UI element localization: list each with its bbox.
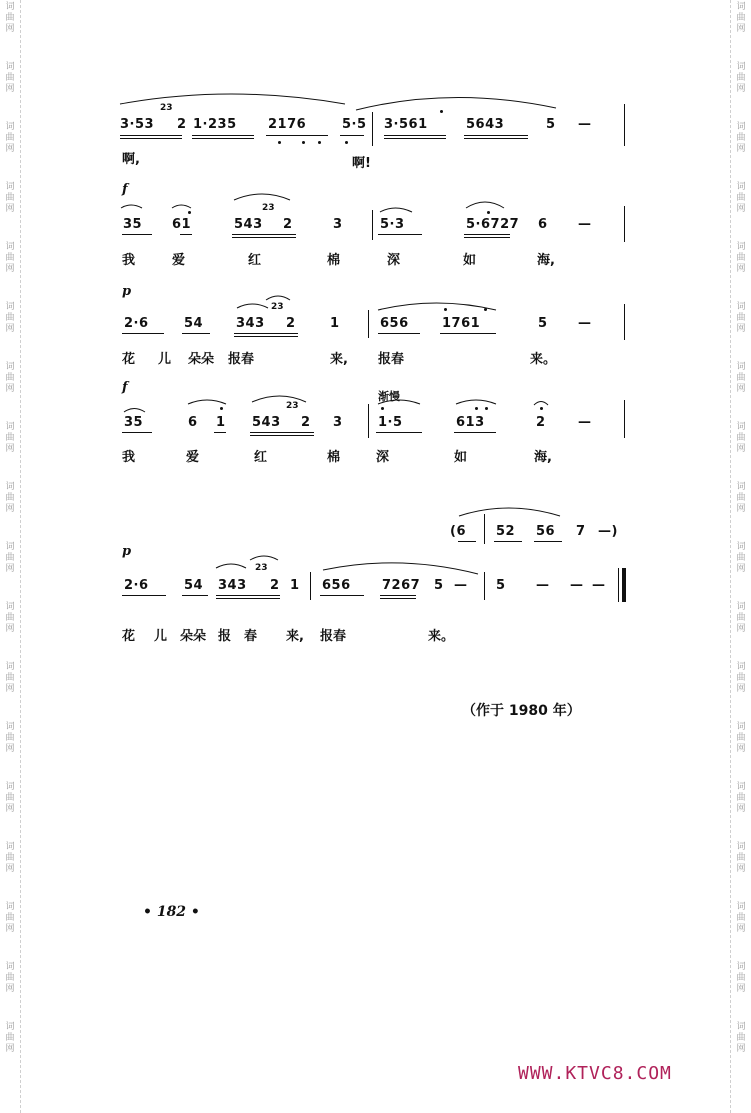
beam [378, 234, 422, 235]
lyric: 红 [254, 450, 268, 465]
beam [180, 234, 192, 235]
beam [454, 432, 496, 433]
intro-note: (6 [450, 524, 466, 539]
lyric: 报春 [228, 352, 255, 367]
lyric: 花 [122, 629, 136, 644]
note-group: 343 [218, 578, 247, 593]
note-group: 1 [330, 316, 340, 331]
intro-note: 52 [496, 524, 516, 539]
lyric: 来。 [428, 629, 455, 644]
lyric: 爱 [186, 450, 200, 465]
note-group: 2 [283, 217, 293, 232]
lyric: 爱 [172, 253, 186, 268]
watermark-glyphs: 词 曲 网 [5, 422, 15, 454]
beam [494, 541, 522, 542]
note-group: 7267 [382, 578, 421, 593]
site-watermark: WWW.KTVC8.COM [518, 1063, 672, 1084]
lyric: 报春 [378, 352, 405, 367]
beam [250, 432, 314, 433]
watermark-glyphs: 词 曲 网 [736, 422, 746, 454]
lyric: 棉 [327, 450, 341, 465]
note-group: 35 [123, 217, 143, 232]
watermark-glyphs: 词 曲 网 [736, 482, 746, 514]
lyric: 花 [122, 352, 136, 367]
grace-notes: 23 [255, 563, 268, 573]
beam [122, 234, 152, 235]
watermark-glyphs: 词 曲 网 [5, 242, 15, 274]
lyric: 我 [122, 450, 136, 465]
watermark-glyphs: 词 曲 网 [5, 662, 15, 694]
note-group: 656 [322, 578, 351, 593]
barline [368, 310, 369, 338]
beam [464, 234, 510, 235]
note-group: 343 [236, 316, 265, 331]
note-group: 5 [546, 117, 556, 132]
note-group: — [570, 578, 584, 593]
note-group: 2 [177, 117, 187, 132]
lyric: 啊, [122, 152, 140, 167]
note-group: 54 [184, 316, 204, 331]
note-group: 6 [538, 217, 548, 232]
grace-notes: 23 [271, 302, 284, 312]
lyric: 我 [122, 253, 136, 268]
watermark-glyphs: 词 曲 网 [736, 302, 746, 334]
note-group: 2 [536, 415, 546, 430]
watermark-glyphs: 词 曲 网 [736, 542, 746, 574]
note-group: 5·5 [342, 117, 367, 132]
watermark-glyphs: 词 曲 网 [5, 722, 15, 754]
note-group: 2·6 [124, 316, 149, 331]
dynamic-mark: p [122, 284, 132, 299]
note-group: 1·235 [193, 117, 237, 132]
note-group: 3·561 [384, 117, 428, 132]
intro-note: 7 [576, 524, 586, 539]
note-group: 54 [184, 578, 204, 593]
lyric: 儿 [154, 629, 168, 644]
watermark-glyphs: 词 曲 网 [736, 122, 746, 154]
watermark-glyphs: 词 曲 网 [5, 842, 15, 874]
beam [534, 541, 562, 542]
note-group: 2 [270, 578, 280, 593]
tempo-marking: 渐慢 [378, 390, 400, 403]
note-group: 3 [333, 415, 343, 430]
beam [122, 432, 152, 433]
watermark-glyphs: 词 曲 网 [736, 722, 746, 754]
barline [368, 404, 369, 438]
lyric: 啊! [352, 156, 371, 171]
note-group: — [592, 578, 606, 593]
beam [384, 138, 446, 139]
watermark-glyphs: 词 曲 网 [5, 482, 15, 514]
watermark-glyphs: 词 曲 网 [736, 62, 746, 94]
watermark-glyphs: 词 曲 网 [5, 542, 15, 574]
dynamic-mark: p [122, 544, 132, 559]
final-barline-thin [618, 568, 619, 602]
note-group: — [578, 316, 592, 331]
beam [216, 595, 280, 596]
watermark-glyphs: 词 曲 网 [736, 362, 746, 394]
note-group: 5 [496, 578, 506, 593]
beam [234, 333, 298, 334]
watermark-glyphs: 词 曲 网 [736, 782, 746, 814]
lyric: 儿 [158, 352, 172, 367]
beam [464, 237, 510, 238]
watermark-glyphs: 词 曲 网 [736, 2, 746, 34]
beam [380, 595, 416, 596]
lyric: 棉 [327, 253, 341, 268]
note-group: 1761 [442, 316, 481, 331]
watermark-glyphs: 词 曲 网 [5, 962, 15, 994]
note-group: 2·6 [124, 578, 149, 593]
note-group: 543 [252, 415, 281, 430]
watermark-glyphs: 词 曲 网 [736, 602, 746, 634]
watermark-glyphs: 词 曲 网 [736, 962, 746, 994]
dynamic-mark: f [122, 182, 128, 197]
beam [320, 595, 364, 596]
note-group: 5 [434, 578, 444, 593]
barline [624, 400, 625, 438]
beam [214, 432, 226, 433]
lyric: 来。 [530, 352, 557, 367]
watermark-glyphs: 词 曲 网 [5, 902, 15, 934]
watermark-glyphs: 词 曲 网 [5, 2, 15, 34]
note-group: 5643 [466, 117, 505, 132]
beam [232, 234, 296, 235]
watermark-glyphs: 词 曲 网 [5, 782, 15, 814]
note-group: 2 [286, 316, 296, 331]
lyric: 来, [330, 352, 348, 367]
beam [182, 333, 210, 334]
lyric: 朵朵 [180, 629, 207, 644]
intro-note: —) [598, 524, 618, 539]
watermark-glyphs: 词 曲 网 [736, 902, 746, 934]
beam [192, 138, 254, 139]
lyric: 朵朵 [188, 352, 215, 367]
note-group: 613 [456, 415, 485, 430]
watermark-glyphs: 词 曲 网 [5, 302, 15, 334]
lyric: 海, [537, 253, 555, 268]
beam [192, 135, 254, 136]
barline [624, 206, 625, 242]
barline [484, 514, 485, 544]
barline [484, 572, 485, 600]
watermark-glyphs: 词 曲 网 [736, 1022, 746, 1054]
note-group: 1 [216, 415, 226, 430]
note-group: 5 [538, 316, 548, 331]
beam [182, 595, 208, 596]
beam [120, 135, 182, 136]
dynamic-mark: f [122, 380, 128, 395]
note-group: 3·53 [120, 117, 155, 132]
grace-notes: 23 [160, 103, 173, 113]
beam [458, 541, 476, 542]
note-group: 6 [188, 415, 198, 430]
final-barline-thick [622, 568, 626, 602]
composition-date: （作于 1980 年） [462, 703, 581, 719]
beam [122, 595, 166, 596]
watermark-glyphs: 词 曲 网 [736, 242, 746, 274]
barline [624, 304, 625, 340]
beam [340, 135, 364, 136]
watermark-glyphs: 词 曲 网 [5, 602, 15, 634]
beam [440, 333, 496, 334]
watermark-glyphs: 词 曲 网 [736, 842, 746, 874]
lyric: 如 [463, 253, 477, 268]
lyric: 海, [534, 450, 552, 465]
note-group: 35 [124, 415, 144, 430]
beam [380, 598, 416, 599]
barline [372, 112, 373, 146]
beam [250, 435, 314, 436]
grace-notes: 23 [286, 401, 299, 411]
beam [232, 237, 296, 238]
grace-notes: 23 [262, 203, 275, 213]
watermark-glyphs: 词 曲 网 [5, 182, 15, 214]
lyric: 深 [376, 450, 390, 465]
barline [372, 210, 373, 240]
beam [378, 333, 420, 334]
watermark-glyphs: 词 曲 网 [736, 662, 746, 694]
note-group: — [578, 415, 592, 430]
beam [464, 135, 528, 136]
note-group: 2176 [268, 117, 307, 132]
note-group: — [536, 578, 550, 593]
note-group: 1·5 [378, 415, 403, 430]
beam [234, 336, 298, 337]
beam [376, 432, 422, 433]
watermark-glyphs: 词 曲 网 [5, 62, 15, 94]
lyric: 报 [218, 629, 232, 644]
lyric: 深 [387, 253, 401, 268]
note-group: 656 [380, 316, 409, 331]
note-group: 2 [301, 415, 311, 430]
beam [384, 135, 446, 136]
barline [624, 104, 625, 146]
lyric: 来, [286, 629, 304, 644]
page-number: • 182 • [143, 904, 200, 920]
note-group: 61 [172, 217, 192, 232]
note-group: — [454, 578, 468, 593]
lyric: 报春 [320, 629, 347, 644]
watermark-glyphs: 词 曲 网 [5, 1022, 15, 1054]
beam [266, 135, 328, 136]
lyric: 春 [244, 629, 258, 644]
lyric: 如 [454, 450, 468, 465]
note-group: 3 [333, 217, 343, 232]
beam [216, 598, 280, 599]
note-group: — [578, 217, 592, 232]
note-group: 5·6727 [466, 217, 520, 232]
note-group: 5·3 [380, 217, 405, 232]
watermark-glyphs: 词 曲 网 [5, 362, 15, 394]
lyric: 红 [248, 253, 262, 268]
note-group: — [578, 117, 592, 132]
beam [464, 138, 528, 139]
watermark-glyphs: 词 曲 网 [736, 182, 746, 214]
note-group: 543 [234, 217, 263, 232]
beam [120, 138, 182, 139]
note-group: 1 [290, 578, 300, 593]
barline [310, 572, 311, 600]
intro-note: 56 [536, 524, 556, 539]
beam [122, 333, 164, 334]
watermark-glyphs: 词 曲 网 [5, 122, 15, 154]
